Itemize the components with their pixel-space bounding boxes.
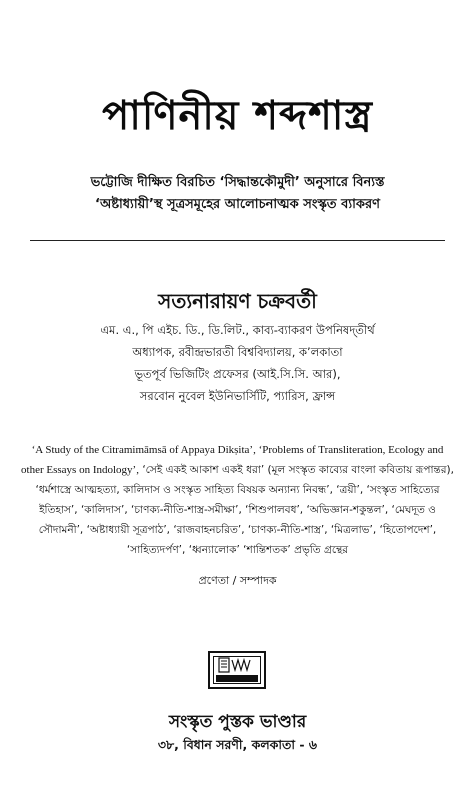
works-bengali-titles: ‘সেই একই আকাশ একই ধরা’ (মূল সংস্কৃত কাব্যের বাংলা কবিতায় রূপান্তর), ‘ধর্মশাস্ত্রে আত্মহত্যা, কালিদাস ও সংস্কৃত সাহিত্য বিষয়ক অন্যান্য নিবন্ধ’, ‘ত্রয়ী’, ‘সংস্কৃত সাহিত্যের ইতিহাস’, ‘কালিদাস’, ‘চাণক্য-নীতি-শাস্ত্র-সমীক্ষা’, ‘শিশুপালবধ’, ‘অভিজ্ঞান-শকুন্তল’, ‘মেঘদূত ও সৌদামনী’, ‘অষ্টাধ্যায়ী সূত্রপাঠ’, ‘রাজবাহনচরিত’, ‘চাণক্য-নীতি-শাস্ত্র’, ‘মিত্রলাভ’, ‘হিতোপদেশ’, ‘সাহিত্যদর্পণ’, ‘ধ্বন্যালোক’ ‘শান্তিশতক’ প্রভৃতি গ্রন্থের	[35, 464, 454, 556]
author-role: প্রণেতা / সম্পাদক	[198, 574, 277, 587]
author-degrees: এম. এ., পি এইচ. ডি., ডি.লিট., কাব্য-ব্যাকরণ উপনিষদ্‌তীর্থ	[100, 323, 375, 337]
author-name: সত্যনারায়ণ চক্রবর্তী	[158, 289, 317, 313]
divider-rule	[30, 240, 445, 241]
publisher-logo	[208, 651, 266, 689]
subtitle-line-2: ‘অষ্টাধ্যায়ী’স্থ সূত্রসমূহের আলোচনাত্মক সংস্কৃত ব্যাকরণ	[95, 197, 380, 212]
works-list	[20, 440, 455, 560]
subtitle-line-1: ভট্টোজি দীক্ষিত বিরচিত ‘সিদ্ধান্তকৌমুদী’ অনুসারে বিন্যস্ত	[90, 175, 385, 190]
book-title: পাণিনীয় শব্দশাস্ত্র	[102, 93, 373, 139]
works-english-titles: ‘A Study of the Citramimāmsā of Appaya Dikṣita’, ‘Problems of Transliteration, Ecology and other Essays on Indology’,	[21, 444, 444, 476]
author-former-position: ভূতপূর্ব ভিজিটিং প্রফেসর (আই.সি.সি. আর),	[134, 367, 341, 381]
logo-emblem-icon	[218, 657, 256, 675]
publisher-name: সংস্কৃত পুস্তক ভাণ্ডার	[168, 712, 307, 732]
publisher-address: ৩৮, বিধান সরণী, কলকাতা - ৬	[157, 737, 318, 752]
author-position: অধ্যাপক, রবীন্দ্রভারতী বিশ্ববিদ্যালয়, ক’লকাতা	[132, 345, 343, 359]
author-university: সরবোন নুবেল ইউনিভার্সিটি, প্যারিস, ফ্রান্স	[139, 389, 336, 403]
logo-band	[216, 675, 258, 682]
